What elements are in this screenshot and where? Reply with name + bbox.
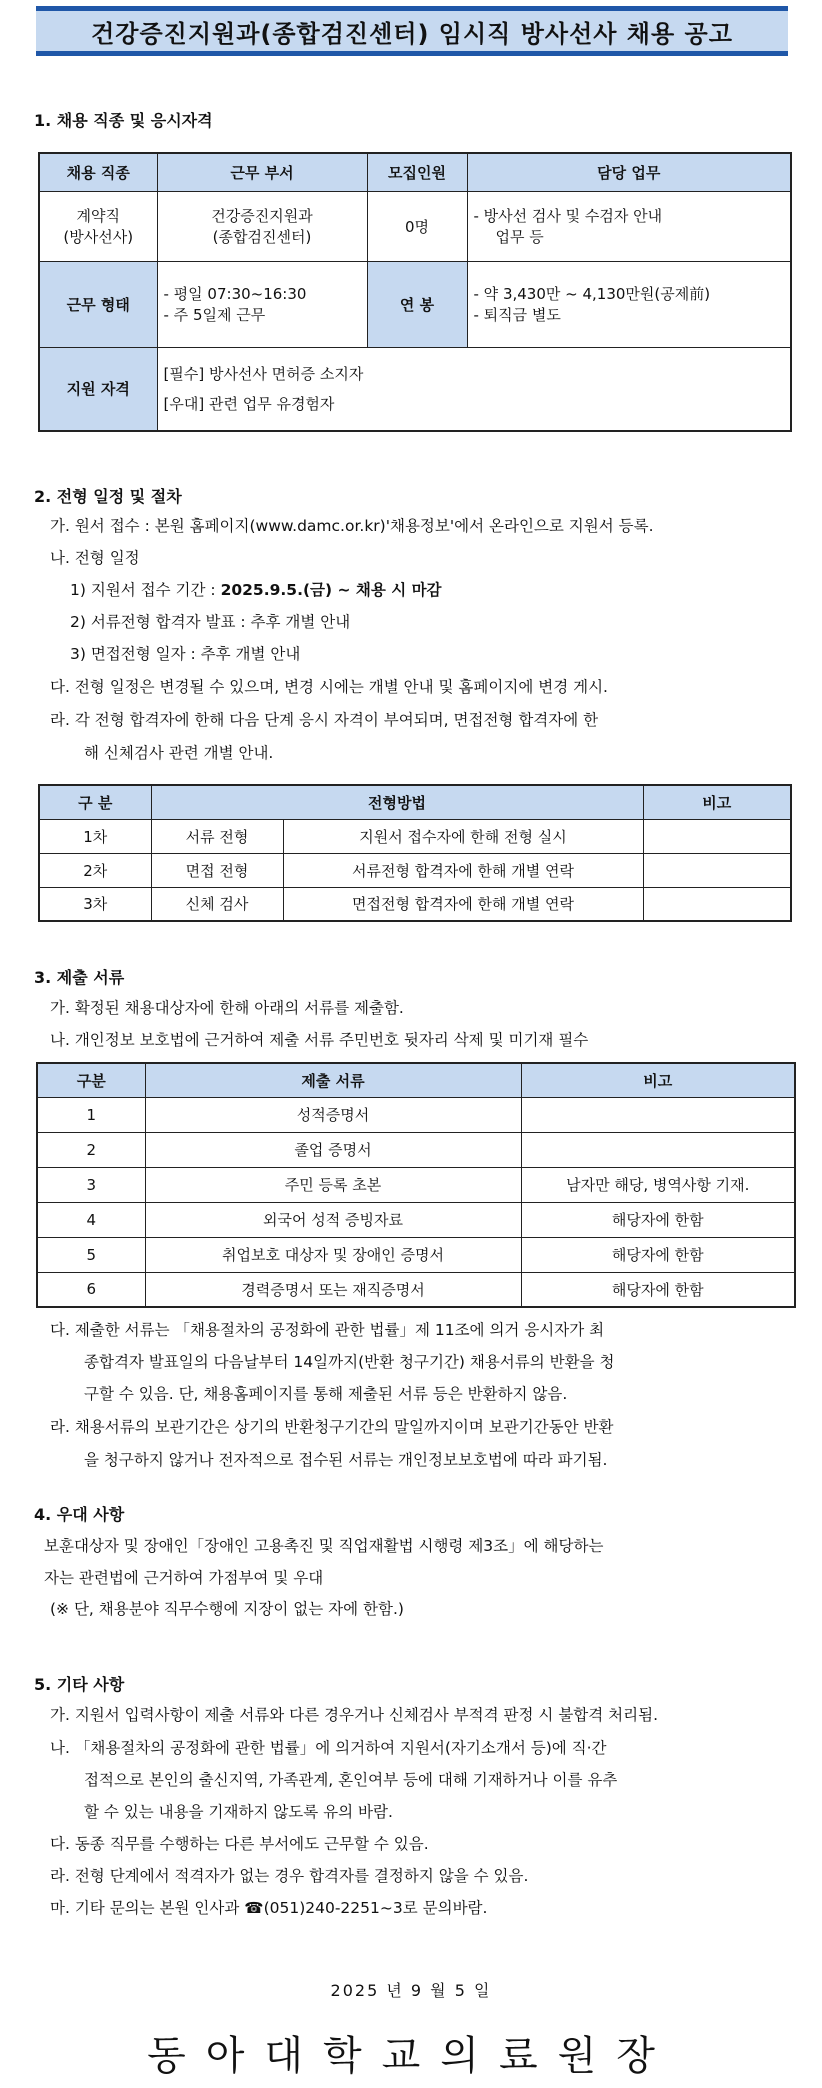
s5-item-na-2: 접적으로 본인의 출신지역, 가족관계, 혼인여부 등에 대해 기재하거나 이를 유추 [84,1771,618,1789]
cell-qualification: [필수] 방사선사 면허증 소지자 [우대] 관련 업무 유경험자 [157,347,791,431]
cell-work-type: - 평일 07:30~16:30 - 주 5일제 근무 [157,261,367,347]
s2-item-ga: 가. 원서 접수 : 본원 홈페이지(www.damc.or.kr)'채용정보'에서 온라인으로 지원서 등록. [50,517,654,535]
table-row: 2 졸업 증명서 [37,1132,795,1167]
table-row: 1 성적증명서 [37,1097,795,1132]
header-job-type: 채용 직종 [39,153,157,191]
s3-item-ra-1: 라. 채용서류의 보관기간은 상기의 반환청구기간의 말일까지이며 보관기간동안 반환 [50,1418,614,1436]
recruitment-table [38,152,792,432]
cell-duty: - 방사선 검사 및 수검자 안내 업무 등 [467,191,791,261]
table-row: 6 경력증명서 또는 재직증명서 해당자에 한함 [37,1272,795,1307]
s4-line-2: 자는 관련법에 근거하여 가점부여 및 우대 [44,1569,324,1587]
header-note: 비고 [643,785,791,819]
table-row: 5 취업보호 대상자 및 장애인 증명서 해당자에 한함 [37,1237,795,1272]
s2-schedule-3: 3) 면접전형 일자 : 추후 개별 안내 [70,645,301,663]
header-work-type: 근무 형태 [39,261,157,347]
s3-item-da-1: 다. 제출한 서류는 「채용절차의 공정화에 관한 법률」제 11조에 의거 응시자가 최 [50,1321,605,1339]
header-method: 전형방법 [151,785,643,819]
s2-item-da: 다. 전형 일정은 변경될 수 있으며, 변경 시에는 개별 안내 및 홈페이지에 변경 게시. [50,678,608,696]
section-5-heading: 5. 기타 사항 [34,1675,125,1694]
cell-job-type: 계약직 (방사선사) [39,191,157,261]
s2-schedule-2: 2) 서류전형 합격자 발표 : 추후 개별 안내 [70,613,351,631]
section-1-heading: 1. 채용 직종 및 응시자격 [34,111,213,130]
header-department: 근무 부서 [157,153,367,191]
s3-item-na: 나. 개인정보 보호법에 근거하여 제출 서류 주민번호 뒷자리 삭제 및 미기재 필수 [50,1031,589,1049]
documents-table [36,1062,796,1308]
s3-item-ra-2: 을 청구하지 않거나 전자적으로 접수된 서류는 개인정보보호법에 따라 파기됨. [84,1451,608,1469]
s5-item-na-3: 할 수 있는 내용을 기재하지 않도록 유의 바람. [84,1803,393,1821]
header-duty: 담당 업무 [467,153,791,191]
s5-item-ma: 마. 기타 문의는 본원 인사과 ☎(051)240-2251~3로 문의바람. [50,1899,488,1917]
s2-schedule-1: 1) 지원서 접수 기간 : 2025.9.5.(금) ~ 채용 시 마감 [70,581,442,599]
section-3-heading: 3. 제출 서류 [34,968,125,987]
s3-item-da-3: 구할 수 있음. 단, 채용홈페이지를 통해 제출된 서류 등은 반환하지 않음. [84,1385,568,1403]
cell-salary: - 약 3,430만 ~ 4,130만원(공제前) - 퇴직금 별도 [467,261,791,347]
header-qualification: 지원 자격 [39,347,157,431]
issuer-signature: 동아대학교의료원장 [147,2033,675,2079]
header-division: 구분 [37,1063,145,1097]
s5-item-na-1: 나. 「채용절차의 공정화에 관한 법률」에 의거하여 지원서(자기소개서 등)에 직·간 [50,1739,607,1757]
cell-department: 건강증진지원과 (종합검진센터) [157,191,367,261]
s5-item-ga: 가. 지원서 입력사항이 제출 서류와 다른 경우거나 신체검사 부적격 판정 시 불합격 처리됨. [50,1706,659,1724]
s3-item-da-2: 종합격자 발표일의 다음날부터 14일까지(반환 청구기간) 채용서류의 반환을 청 [84,1353,615,1371]
s5-item-da: 다. 동종 직무를 수행하는 다른 부서에도 근무할 수 있음. [50,1835,429,1853]
header-division: 구 분 [39,785,151,819]
table-row: 1차 서류 전형 지원서 접수자에 한해 전형 실시 [39,819,791,853]
header-documents: 제출 서류 [145,1063,521,1097]
s4-line-3: (※ 단, 채용분야 직무수행에 지장이 없는 자에 한함.) [50,1600,404,1618]
table-row: 2차 면접 전형 서류전형 합격자에 한해 개별 연락 [39,853,791,887]
selection-process-table [38,784,792,922]
s5-item-ra: 라. 전형 단계에서 적격자가 없는 경우 합격자를 결정하지 않을 수 있음. [50,1867,529,1885]
header-note: 비고 [521,1063,795,1097]
s4-line-1: 보훈대상자 및 장애인「장애인 고용촉진 및 직업재활법 시행령 제3조」에 해당하는 [44,1537,604,1555]
s2-item-ra-2: 해 신체검사 관련 개별 안내. [84,744,274,762]
s2-item-na: 나. 전형 일정 [50,549,140,567]
page-title: 건강증진지원과(종합검진센터) 임시직 방사선사 채용 공고 [36,6,788,56]
cell-headcount: 0명 [367,191,467,261]
announcement-date: 2025 년 9 월 5 일 [330,1981,492,2000]
header-headcount: 모집인원 [367,153,467,191]
table-row: 3 주민 등록 초본 남자만 해당, 병역사항 기재. [37,1167,795,1202]
header-salary: 연 봉 [367,261,467,347]
table-row: 4 외국어 성적 증빙자료 해당자에 한함 [37,1202,795,1237]
table-row: 3차 신체 검사 면접전형 합격자에 한해 개별 연락 [39,887,791,921]
s3-item-ga: 가. 확정된 채용대상자에 한해 아래의 서류를 제출함. [50,999,404,1017]
section-2-heading: 2. 전형 일정 및 절차 [34,487,182,506]
s2-item-ra-1: 라. 각 전형 합격자에 한해 다음 단계 응시 자격이 부여되며, 면접전형 합격자에 한 [50,711,599,729]
section-4-heading: 4. 우대 사항 [34,1505,125,1524]
